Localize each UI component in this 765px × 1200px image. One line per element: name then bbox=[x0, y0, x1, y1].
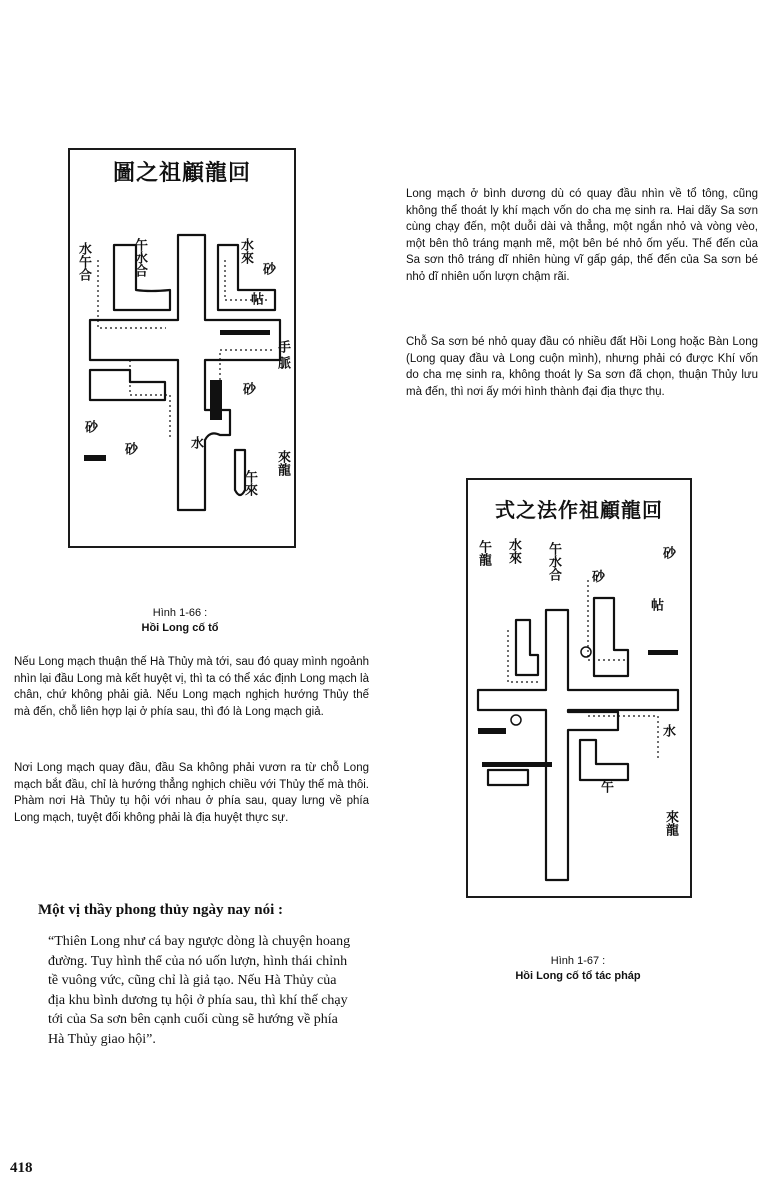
fig2-label: 帖 bbox=[648, 598, 663, 611]
fig2-label: 水 bbox=[660, 724, 675, 737]
figure-1-caption-title: Hồi Long cố tổ bbox=[141, 622, 219, 634]
figure-1-drawing bbox=[70, 150, 294, 546]
figure-2-diagram bbox=[466, 478, 692, 898]
fig2-label: 來龍 bbox=[663, 810, 678, 836]
figure-2-drawing bbox=[468, 480, 690, 896]
figure-2-caption-title: Hồi Long cố tổ tác pháp bbox=[515, 970, 641, 982]
section-heading: Một vị thầy phong thủy ngày nay nói : bbox=[38, 902, 284, 918]
fig2-label: 砂 bbox=[660, 546, 675, 559]
fig1-label: 水 bbox=[188, 436, 203, 449]
quote-paragraph: “Thiên Long như cá bay ngược dòng là chuyện hoang đường. Tuy hình thể của nó uốn lượn, hình thái chỉnh tề vuông vức, cũng chỉ là giả tạo. Nếu Hà Thủy của địa khu bình dương tụ hội ở phía sau, thì khí thế chạy tới của Sa sơn bên cạnh cuối cùng sẽ hướng về phía Hà Thủy giao hội”. bbox=[48, 934, 351, 1047]
fig1-label: 午來 bbox=[242, 470, 257, 496]
fig1-label: 砂 bbox=[82, 420, 97, 433]
left-paragraph-2: Nơi Long mạch quay đầu, đầu Sa không phải vươn ra từ chỗ Long mạch bắt đầu, chỉ là hướng thẳng nghịch chiều với Thủy thế mà thôi. Phàm nơi Hà Thủy tụ hội với nhau ở phía sau, quay lưng về phía Long mạch, tuyệt đối không phải là địa huyệt thực sự. bbox=[14, 762, 369, 824]
figure-1-title: 圖之祖顧龍回 bbox=[112, 161, 251, 186]
fig1-label: 砂 bbox=[260, 262, 275, 275]
fig1-label: 砂 bbox=[122, 442, 137, 455]
figure-2-caption bbox=[488, 954, 668, 984]
fig2-label: 午水合 bbox=[546, 542, 561, 581]
page-number: 418 bbox=[10, 1160, 33, 1176]
fig2-label: 午 bbox=[598, 780, 613, 793]
fig1-label: 帖 bbox=[248, 292, 263, 305]
fig2-label: 午龍 bbox=[476, 540, 491, 566]
fig1-label: 午水合 bbox=[132, 238, 147, 277]
fig1-label: 脈 bbox=[275, 356, 290, 369]
fig2-label: 水來 bbox=[506, 538, 521, 564]
figure-1-diagram bbox=[68, 148, 296, 548]
fig1-label: 水來 bbox=[238, 238, 253, 264]
figure-2-title: 式之法作祖顧龍回 bbox=[495, 498, 663, 522]
right-paragraph-1: Long mạch ở bình dương dù có quay đầu nhìn về tổ tông, cũng không thể thoát ly khí mạch vốn do cha mẹ sinh ra. Hai dãy Sa sơn cùng chạy đến, một duỗi dài và thẳng, một ngắn nhỏ và vòng vèo, một bên thô tráng mạnh mẽ, một bên bé nhỏ ốm yếu. Thế đến của Sa sơn thô tráng dĩ nhiên hùng vĩ gấp gáp, thế đến của Sa sơn bé nhỏ dĩ nhiên uốn lượn chậm rãi. bbox=[406, 188, 758, 283]
right-paragraph-2: Chỗ Sa sơn bé nhỏ quay đầu có nhiều đất Hồi Long hoặc Bàn Long (Long quay đầu và Long cuộn mình), nhưng phải có được Khí vốn do cha mẹ sinh ra, không thoát ly Sa sơn đã chọn, thuận Thủy lưu mà đến, thì nơi ấy mới hình thành đại địa thực thụ. bbox=[406, 336, 758, 398]
left-paragraph-1: Nếu Long mạch thuận thế Hà Thủy mà tới, sau đó quay mình ngoảnh nhìn lại đầu Long mà kết huyệt vị, thì ta có thể xác định Long mạch là chân, chứ không phải giả. Nếu Long mạch nghịch hướng Thủy thế mà đến, chỗ liên hợp lại ở phía sau, thì đó là Long mạch giả. bbox=[14, 656, 369, 718]
fig2-label: 砂 bbox=[592, 570, 606, 585]
figure-1-caption-number: Hình 1-66 : bbox=[152, 607, 208, 619]
figure-1-caption bbox=[100, 606, 260, 636]
fig1-label: 手 bbox=[275, 340, 290, 353]
figure-2-caption-number: Hình 1-67 : bbox=[550, 955, 606, 967]
fig1-label: 砂 bbox=[240, 382, 255, 395]
fig1-label: 水午合 bbox=[76, 242, 91, 281]
fig1-label: 來龍 bbox=[275, 450, 290, 476]
